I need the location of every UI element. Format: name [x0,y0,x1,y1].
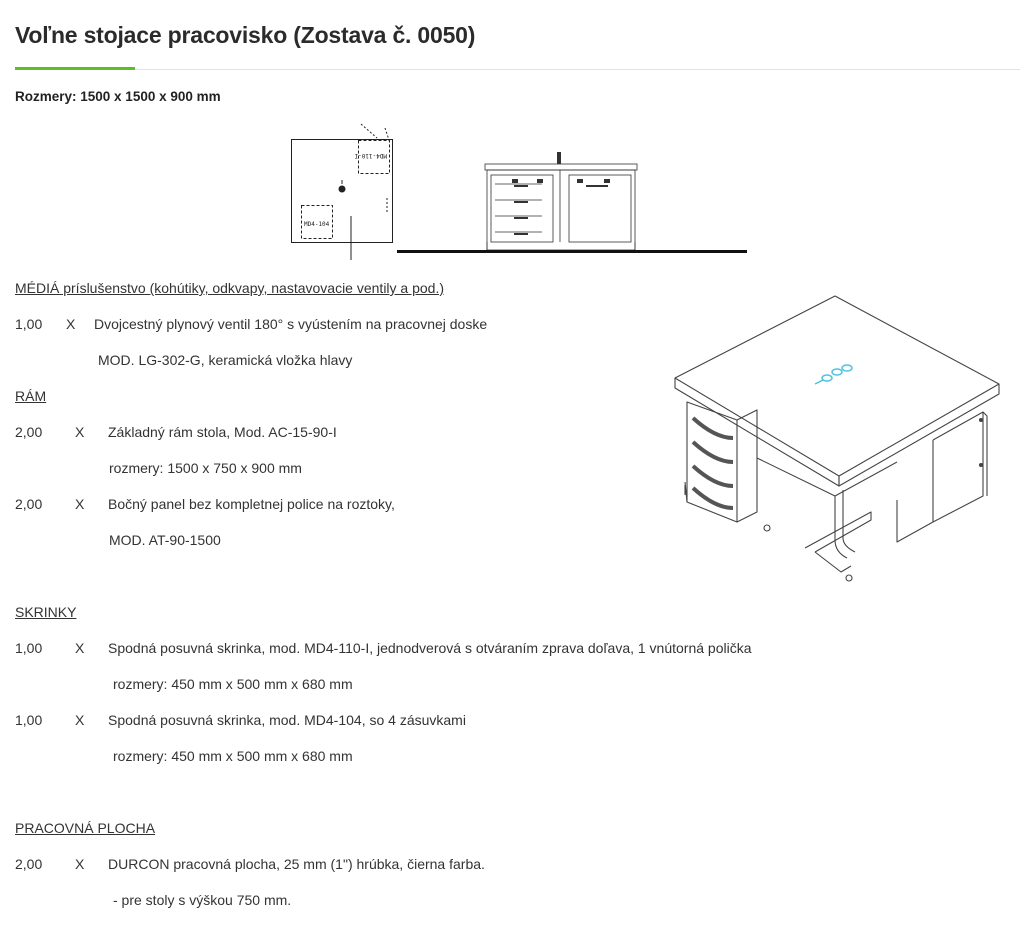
ram-item-1-qty: 2,00 [15,424,43,440]
skrinky-item-1-qty: 1,00 [15,640,43,656]
media-item-1-model: MOD. LG-302-G, keramická vložka hlavy [98,352,353,368]
skrinky-item-2-detail: rozmery: 450 mm x 500 mm x 680 mm [113,748,353,764]
skrinky-item-2-qty: 1,00 [15,712,43,728]
ram-item-2-qty: 2,00 [15,496,43,512]
plan-label-cab1: MD4-110-I [354,152,387,159]
skrinky-item-2-x: X [75,712,85,728]
ram-item-2-desc: Bočný panel bez kompletnej police na roztoky, [108,496,395,512]
skrinky-item-2-desc: Spodná posuvná skrinka, mod. MD4-104, so 4 zásuvkami [108,712,466,728]
dimensions-label: Rozmery: 1500 x 1500 x 900 mm [15,89,221,104]
media-item-1-desc: Dvojcestný plynový ventil 180° s vyústením na pracovnej doske [94,316,488,332]
ram-item-2-x: X [75,496,85,512]
title-accent-bar [15,67,135,70]
media-item-1-qty: 1,00 [15,316,43,332]
section-media-heading: MÉDIÁ príslušenstvo (kohútiky, odkvapy, nastavovacie ventily a pod.) [15,280,445,296]
section-skrinky-heading: SKRINKY [15,604,77,620]
media-item-1-x: X [66,316,76,332]
front-view-drawing [396,148,750,258]
section-ram-heading: RÁM [15,388,47,404]
plan-view-drawing [285,118,400,263]
page-title: Voľne stojace pracovisko (Zostava č. 0050) [15,22,476,48]
skrinky-item-1-desc: Spodná posuvná skrinka, mod. MD4-110-I, jednodverová s otváraním zprava doľava, 1 vnútorná polička [108,640,752,656]
plocha-item-1-x: X [75,856,85,872]
section-plocha-heading: PRACOVNÁ PLOCHA [15,820,156,836]
ram-item-2-detail: MOD. AT-90-1500 [109,532,221,548]
plocha-item-1-qty: 2,00 [15,856,43,872]
plocha-item-1-desc: DURCON pracovná plocha, 25 mm (1") hrúbka, čierna farba. [108,856,485,872]
plan-label-cab2: MD4-104 [304,221,330,228]
skrinky-item-1-x: X [75,640,85,656]
ram-item-1-detail: rozmery: 1500 x 750 x 900 mm [109,460,302,476]
ram-item-1-x: X [75,424,85,440]
skrinky-item-1-detail: rozmery: 450 mm x 500 mm x 680 mm [113,676,353,692]
title-divider [15,69,1020,70]
plocha-item-1-detail: - pre stoly s výškou 750 mm. [113,892,292,908]
ram-item-1-desc: Základný rám stola, Mod. AC-15-90-I [108,424,337,440]
isometric-desk-drawing [665,290,1005,590]
